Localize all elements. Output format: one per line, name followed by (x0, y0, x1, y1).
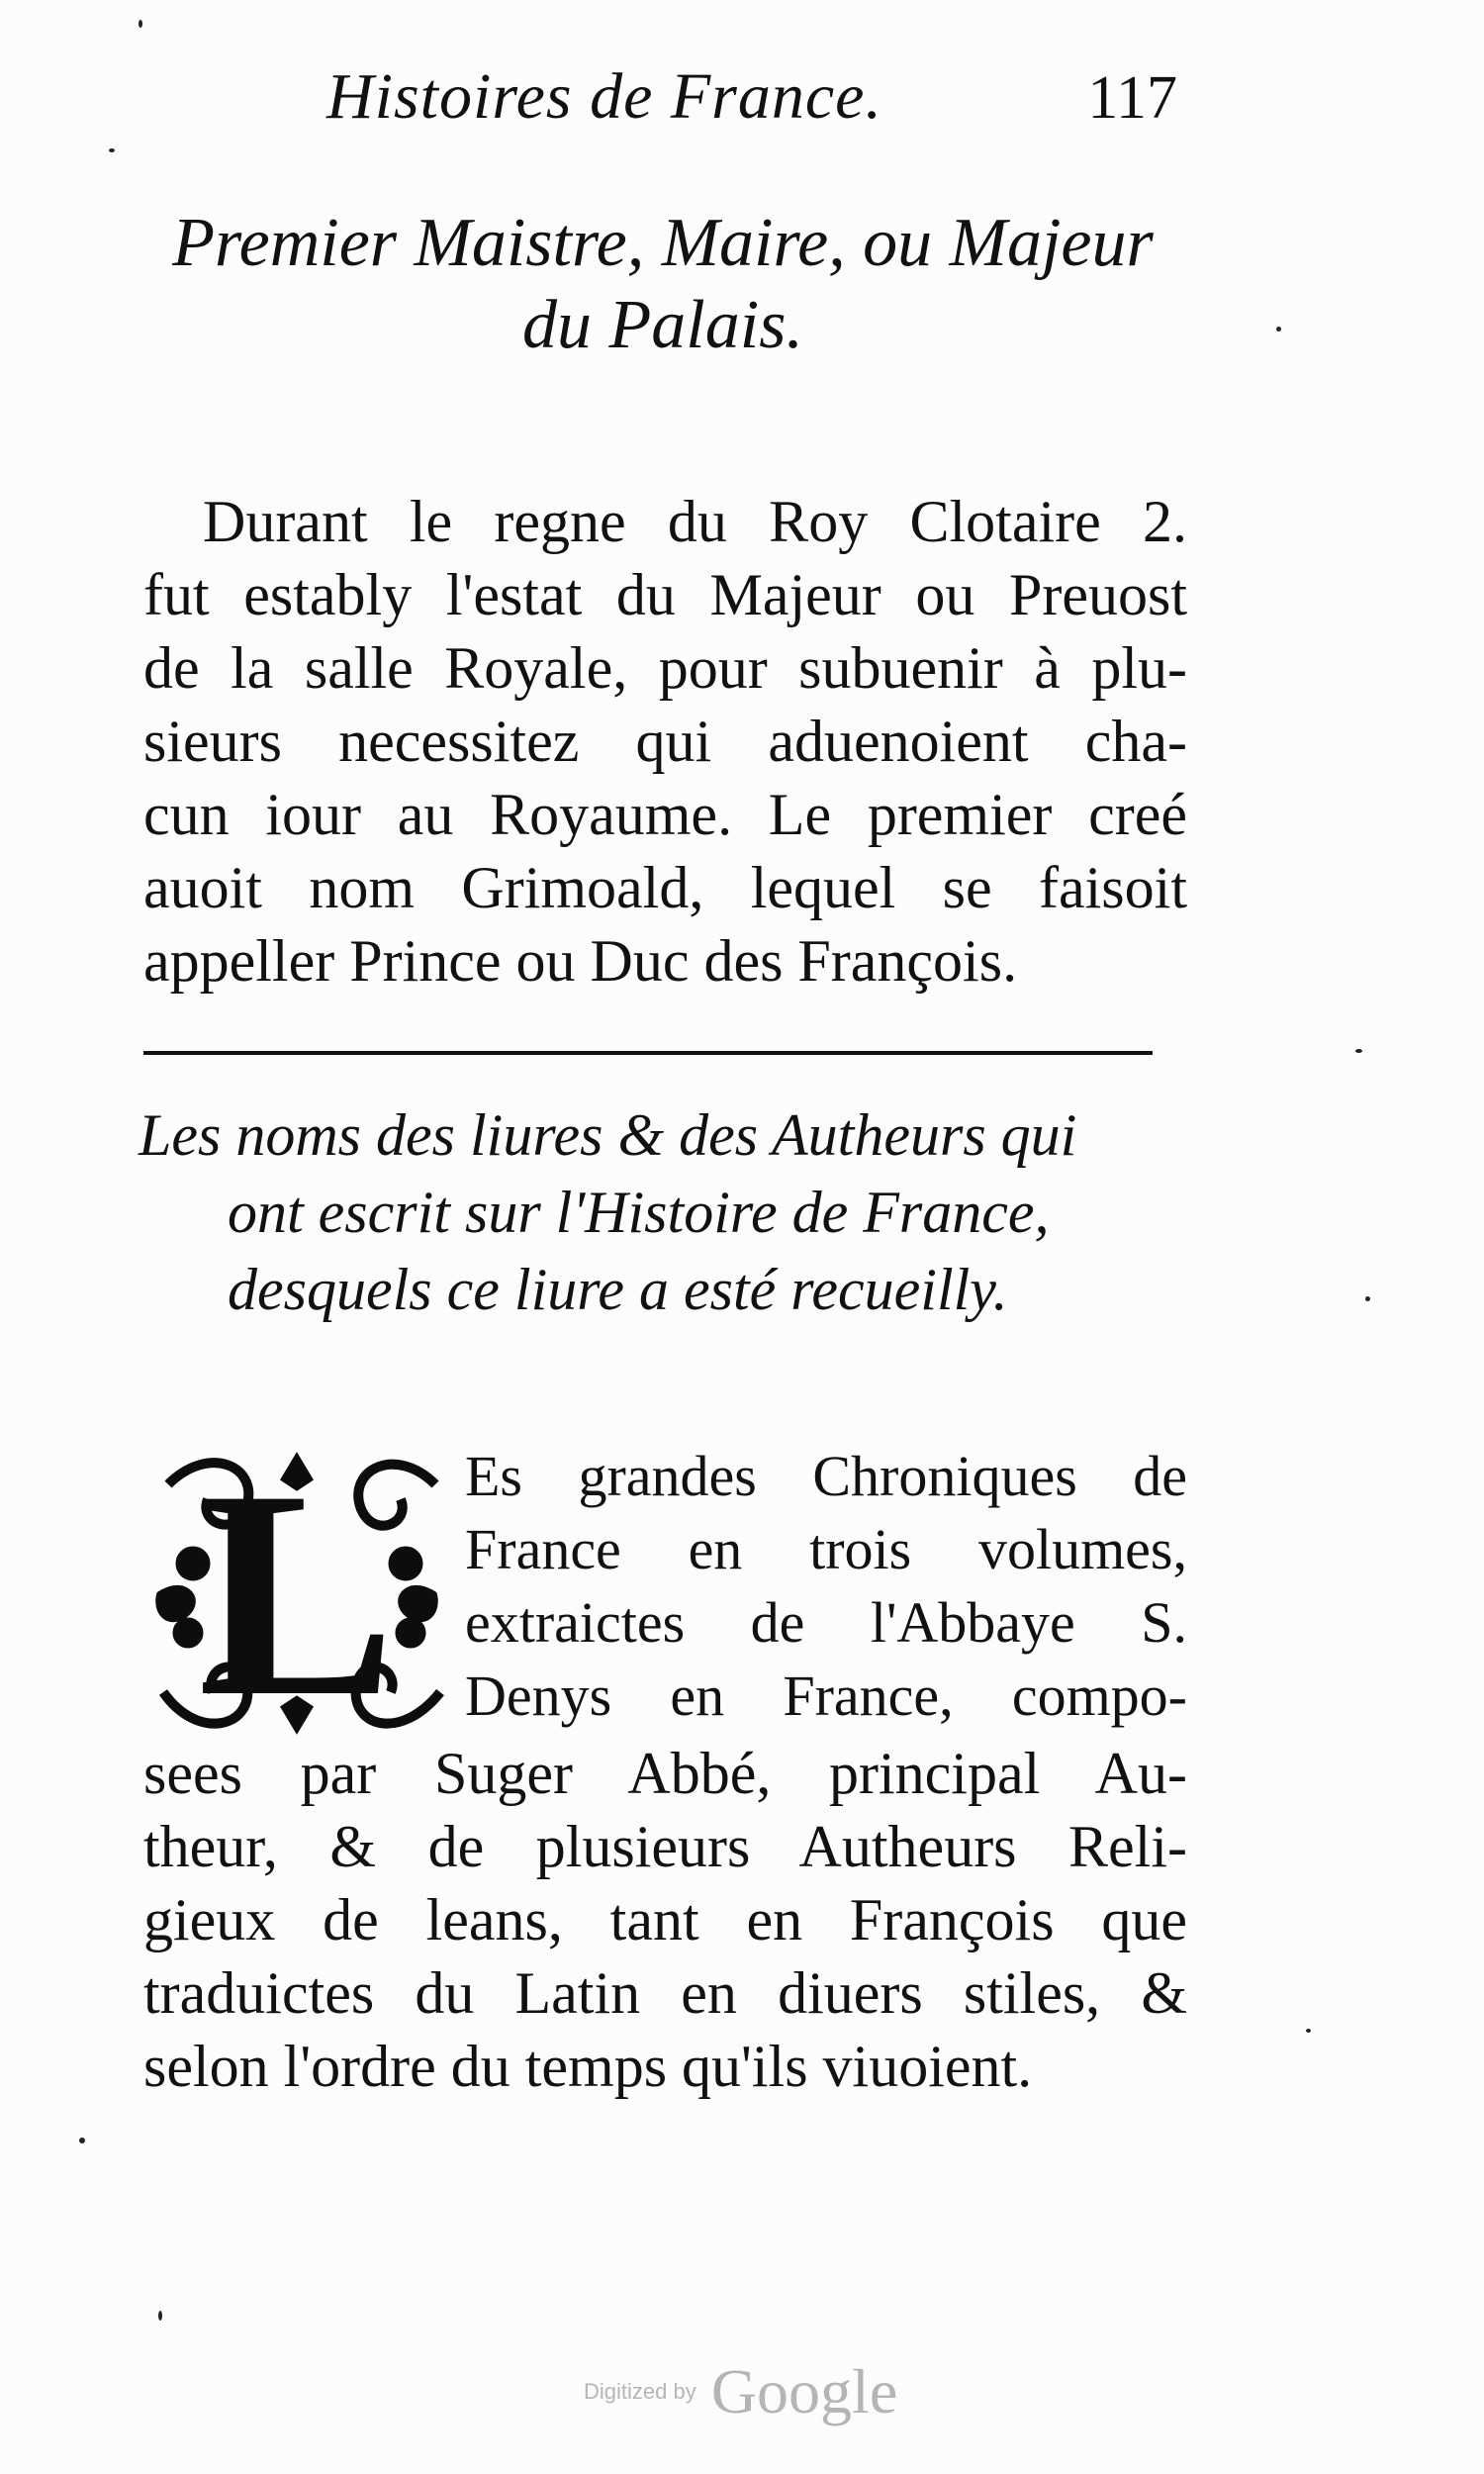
text-line: gieux de leans, tant en François que (143, 1887, 1187, 1952)
heading-line: desquels ce liure a esté recueilly. (228, 1257, 1008, 1322)
scan-speck (158, 2311, 162, 2321)
scan-speck (1365, 1296, 1370, 1301)
scan-speck (1306, 2029, 1311, 2033)
scan-speck (1276, 327, 1281, 332)
text-line: Denys en France, compo- (465, 1664, 1187, 1728)
text-line: Durant le regne du Roy Clotaire 2. (203, 489, 1187, 554)
heading-line: ont escrit sur l'Histoire de France, (228, 1180, 1050, 1245)
running-title: Histoires de France. (326, 60, 882, 133)
heading-line: Premier Maistre, Maire, ou Majeur (172, 205, 1154, 281)
paragraph-beside-drop-cap (465, 1440, 1187, 1733)
text-line: appeller Prince ou Duc des François. (143, 928, 1018, 994)
text-line: sieurs necessitez qui aduenoient cha- (143, 709, 1187, 774)
paragraph-continuation (143, 1737, 1187, 2103)
heading-line: Les noms des liures & des Autheurs qui (139, 1102, 1077, 1168)
text-line: cun iour au Royaume. Le premier creé (143, 782, 1187, 847)
watermark-prefix: Digitized by (584, 2379, 696, 2404)
drop-cap-letter: L (197, 1429, 397, 1758)
text-line: selon l'ordre du temps qu'ils viuoient. (143, 2034, 1033, 2099)
section-heading (139, 1096, 1207, 1328)
scan-speck (1355, 1049, 1362, 1053)
scan-speck (139, 20, 142, 28)
text-line: traduictes du Latin en diuers stiles, & (143, 1960, 1187, 2026)
text-line: France en trois volumes, (465, 1517, 1187, 1581)
paragraph (143, 485, 1187, 998)
text-line: sees par Suger Abbé, principal Au- (143, 1741, 1187, 1806)
text-line: auoit nom Grimoald, lequel se faisoit (143, 855, 1187, 920)
heading-line: du Palais. (522, 286, 803, 363)
scan-speck (79, 2138, 85, 2143)
section-divider (143, 1051, 1153, 1055)
digitized-watermark (584, 2355, 897, 2425)
text-line: Es grandes Chroniques de (465, 1444, 1187, 1508)
page-number: 117 (1087, 64, 1177, 132)
watermark-brand: Google (710, 2356, 898, 2426)
section-heading (139, 203, 1187, 366)
text-line: extraictes de l'Abbaye S. (465, 1590, 1187, 1655)
text-line: de la salle Royale, pour subuenir à plu- (143, 635, 1187, 701)
text-line: theur, & de plusieurs Autheurs Reli- (143, 1814, 1187, 1879)
text-line: fut estably l'estat du Majeur ou Preuost (143, 562, 1187, 627)
scan-speck (109, 148, 115, 152)
ornamental-drop-cap (148, 1429, 445, 1758)
page-header (326, 59, 1177, 148)
